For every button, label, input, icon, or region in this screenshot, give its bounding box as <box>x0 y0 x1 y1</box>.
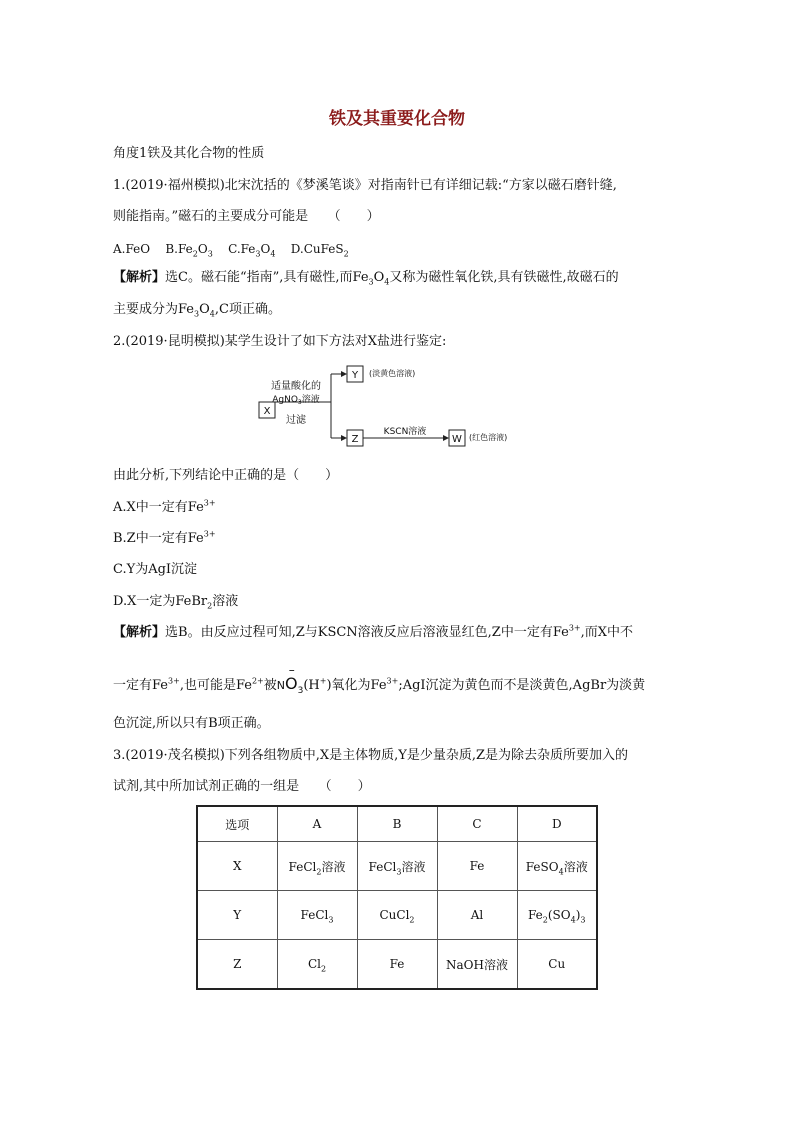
reagent-label-1: 适量酸化的 <box>271 381 321 392</box>
y-note: (淡黄色溶液) <box>369 369 416 378</box>
q2-option-b: B.Z中一定有$Fe^{3+}$ <box>113 529 216 546</box>
q1-analysis-line1: 【解析】选C。磁石能“指南”,具有磁性,而$Fe_3O_4$又称为磁性氧化铁,具有铁磁性,故磁石的 <box>113 270 619 287</box>
q2-analysis-line1: 【解析】选B。由反应过程可知,Z与KSCN溶液反应后溶液显红色,Z中一定有$Fe^{3+}$,而X中不 <box>113 623 634 640</box>
label-z: Z <box>351 434 359 445</box>
table-header-row <box>197 806 597 842</box>
label-w: W <box>452 434 462 445</box>
q1-analysis-line2: 主要成分为$Fe_3O_4,C$项正确。 <box>113 302 281 319</box>
q1-stem-line1: 1.(2019·福州模拟)北宋沈括的《梦溪笔谈》对指南针已有详细记载:“方家以磁石磨针缝, <box>113 178 617 193</box>
table-cell: FeCl$_3$溶液 <box>357 842 437 891</box>
q1-option-d: D.CuFeS$_2$ <box>290 242 349 259</box>
table-cell: X <box>197 842 277 891</box>
table-cell: FeCl$_3$ <box>277 891 357 940</box>
section-heading: 角度1铁及其化合物的性质 <box>113 146 265 161</box>
table-header-cell: C <box>437 806 517 842</box>
reagent-label-2: AgNO$_3$溶液 <box>272 395 320 406</box>
filter-label: 过滤 <box>286 415 306 426</box>
q3-options-table <box>196 805 598 990</box>
table-cell: Al <box>437 891 517 940</box>
label-x: X <box>263 406 271 417</box>
q2-option-c: C.Y为AgI沉淀 <box>113 562 198 577</box>
q1-option-a: A.FeO <box>113 242 151 256</box>
table-cell: CuCl$_2$ <box>357 891 437 940</box>
table-header-cell: B <box>357 806 437 842</box>
q3-stem-line1: 3.(2019·茂名模拟)下列各组物质中,X是主体物质,Y是少量杂质,Z是为除去杂质所要加入的 <box>113 748 629 763</box>
q2-question: 由此分析,下列结论中正确的是（ ） <box>113 468 339 483</box>
identification-flow-diagram <box>255 360 545 452</box>
q2-analysis-line2: 一定有$Fe^{3+}$,也可能是$Fe^{2+}$被NO – $_3$(H+)氧化为$Fe^{3+};AgI$沉淀为黄色而不是淡黄色,AgBr为淡黄 <box>113 663 646 697</box>
table-row <box>197 940 597 990</box>
table-header-cell: 选项 <box>197 806 277 842</box>
table-cell: FeCl$_2$溶液 <box>277 842 357 891</box>
q2-option-d: D.X一定为FeBr$_2$溶液 <box>113 594 239 611</box>
table-cell: Z <box>197 940 277 990</box>
table-cell: Y <box>197 891 277 940</box>
table-cell: FeSO$_4$溶液 <box>517 842 597 891</box>
analysis-tag: 【解析】 <box>113 625 166 640</box>
table-header-cell: A <box>277 806 357 842</box>
kscn-label: KSCN溶液 <box>383 427 427 437</box>
table-row <box>197 891 597 940</box>
table-cell: $Cl_2$ <box>277 940 357 990</box>
table-cell: $Fe_2(SO_4)_3$ <box>517 891 597 940</box>
q2-stem: 2.(2019·昆明模拟)某学生设计了如下方法对X盐进行鉴定: <box>113 334 447 349</box>
q1-options <box>113 241 349 257</box>
analysis-tag: 【解析】 <box>113 270 166 285</box>
table-cell: NaOH溶液 <box>437 940 517 990</box>
q2-option-a: A.X中一定有$Fe^{3+}$ <box>113 498 216 515</box>
page-title: 铁及其重要化合物 <box>329 109 465 129</box>
q1-stem-line2: 则能指南。”磁石的主要成分可能是 （ ） <box>113 209 380 224</box>
q1-option-b: $B.Fe_2O_3$ <box>165 242 213 259</box>
q1-option-c: $C.Fe_3O_4$ <box>228 242 276 259</box>
label-y: Y <box>351 370 359 381</box>
nitrate-formula: NO – $_3$ <box>276 663 304 697</box>
table-row <box>197 842 597 891</box>
table-cell: Fe <box>357 940 437 990</box>
q2-analysis-line3: 色沉淀,所以只有B项正确。 <box>113 716 270 731</box>
w-note: (红色溶液) <box>469 433 508 442</box>
table-cell: Cu <box>517 940 597 990</box>
table-cell: Fe <box>437 842 517 891</box>
table-header-cell: D <box>517 806 597 842</box>
q3-stem-line2: 试剂,其中所加试剂正确的一组是 （ ） <box>113 779 371 794</box>
